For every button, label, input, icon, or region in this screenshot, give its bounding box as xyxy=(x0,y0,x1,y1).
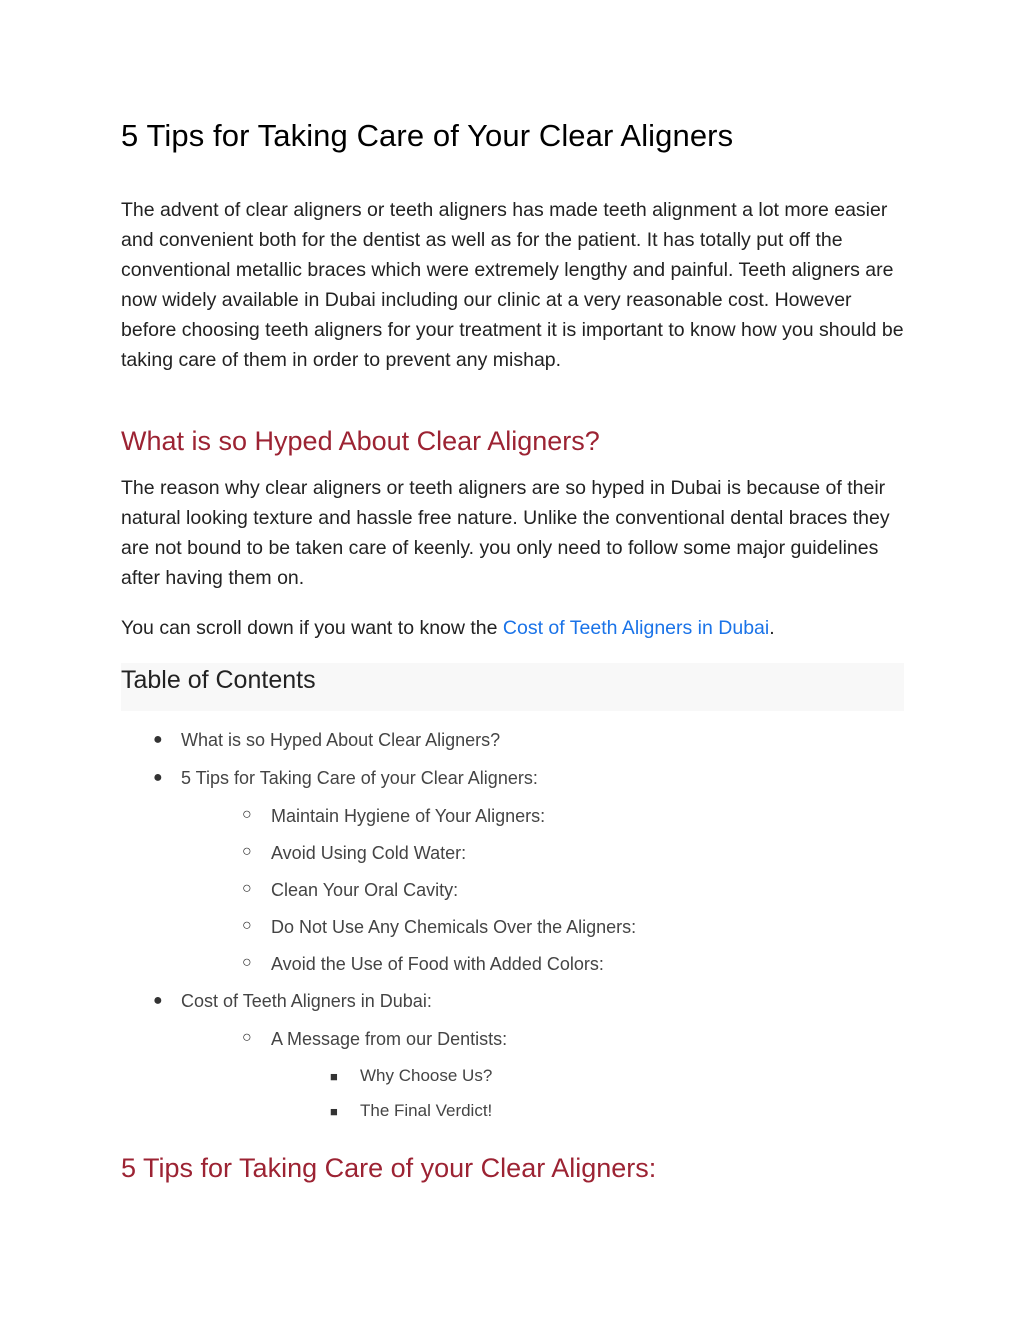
toc-item-avoid-cold-water[interactable] xyxy=(242,843,467,864)
toc-item-label: 5 Tips for Taking Care of your Clear Aligners: xyxy=(181,768,538,788)
toc-item-why-choose-us[interactable] xyxy=(330,1066,493,1086)
bullet-circle-icon: ○ xyxy=(242,806,252,823)
bullet-square-icon: ■ xyxy=(330,1069,338,1084)
bullet-square-icon: ■ xyxy=(330,1104,338,1119)
bullet-circle-icon: ○ xyxy=(242,843,252,860)
toc-item-label: Avoid Using Cold Water: xyxy=(271,843,467,863)
toc-item-5-tips[interactable] xyxy=(153,768,538,789)
scroll-down-paragraph xyxy=(121,613,904,643)
scroll-text-suffix: . xyxy=(769,617,775,639)
hype-section-heading: What is so Hyped About Clear Aligners? xyxy=(121,426,600,456)
toc-item-clean-oral-cavity[interactable] xyxy=(242,880,459,901)
toc-item-label: What is so Hyped About Clear Aligners? xyxy=(181,730,501,750)
bullet-circle-icon: ○ xyxy=(242,954,252,971)
table-of-contents-title: Table of Contents xyxy=(121,666,316,694)
toc-item-label: Why Choose Us? xyxy=(360,1066,493,1085)
toc-item-no-chemicals[interactable] xyxy=(242,917,637,938)
toc-item-label: Avoid the Use of Food with Added Colors: xyxy=(271,954,604,974)
tips-section-heading: 5 Tips for Taking Care of your Clear Aligners: xyxy=(121,1153,657,1183)
document-title: 5 Tips for Taking Care of Your Clear Aligners xyxy=(121,118,734,153)
toc-item-label: The Final Verdict! xyxy=(360,1101,493,1120)
toc-item-hyped[interactable] xyxy=(153,730,501,751)
toc-item-label: Maintain Hygiene of Your Aligners: xyxy=(271,806,546,826)
hype-section-paragraph: The reason why clear aligners or teeth aligners are so hyped in Dubai is because of their natural looking texture and hassle free nature. Unlike the conventional dental braces they are not bound to be taken care of keenly. you only need to follow some major guidelines after having them on. xyxy=(121,477,890,589)
bullet-circle-icon: ○ xyxy=(242,917,252,934)
toc-item-food-colors[interactable] xyxy=(242,954,604,975)
toc-item-maintain-hygiene[interactable] xyxy=(242,806,546,827)
toc-item-label: Do Not Use Any Chemicals Over the Aligners: xyxy=(271,917,637,937)
toc-item-label: Cost of Teeth Aligners in Dubai: xyxy=(181,991,432,1011)
table-of-contents-header xyxy=(121,663,904,711)
toc-item-label: Clean Your Oral Cavity: xyxy=(271,880,459,900)
toc-item-message-dentists[interactable] xyxy=(242,1029,508,1050)
bullet-disc-icon: ● xyxy=(153,731,163,748)
bullet-disc-icon: ● xyxy=(153,769,163,786)
bullet-disc-icon: ● xyxy=(153,992,163,1009)
bullet-circle-icon: ○ xyxy=(242,1029,252,1046)
bullet-circle-icon: ○ xyxy=(242,880,252,897)
scroll-text-prefix: You can scroll down if you want to know the xyxy=(121,617,503,639)
intro-paragraph: The advent of clear aligners or teeth aligners has made teeth alignment a lot more easier and convenient both for the dentist as well as for the patient. It has totally put off the conventional metallic braces which were extremely lengthy and painful. Teeth aligners are now widely available in Dubai including our clinic at a very reasonable cost. However before choosing teeth aligners for your treatment it is important to know how you should be taking care of them in order to prevent any mishap. xyxy=(121,199,904,371)
cost-of-teeth-aligners-link[interactable]: Cost of Teeth Aligners in Dubai xyxy=(502,617,770,639)
toc-item-label: A Message from our Dentists: xyxy=(271,1029,508,1049)
toc-item-cost[interactable] xyxy=(153,991,432,1012)
toc-item-final-verdict[interactable] xyxy=(330,1101,493,1121)
